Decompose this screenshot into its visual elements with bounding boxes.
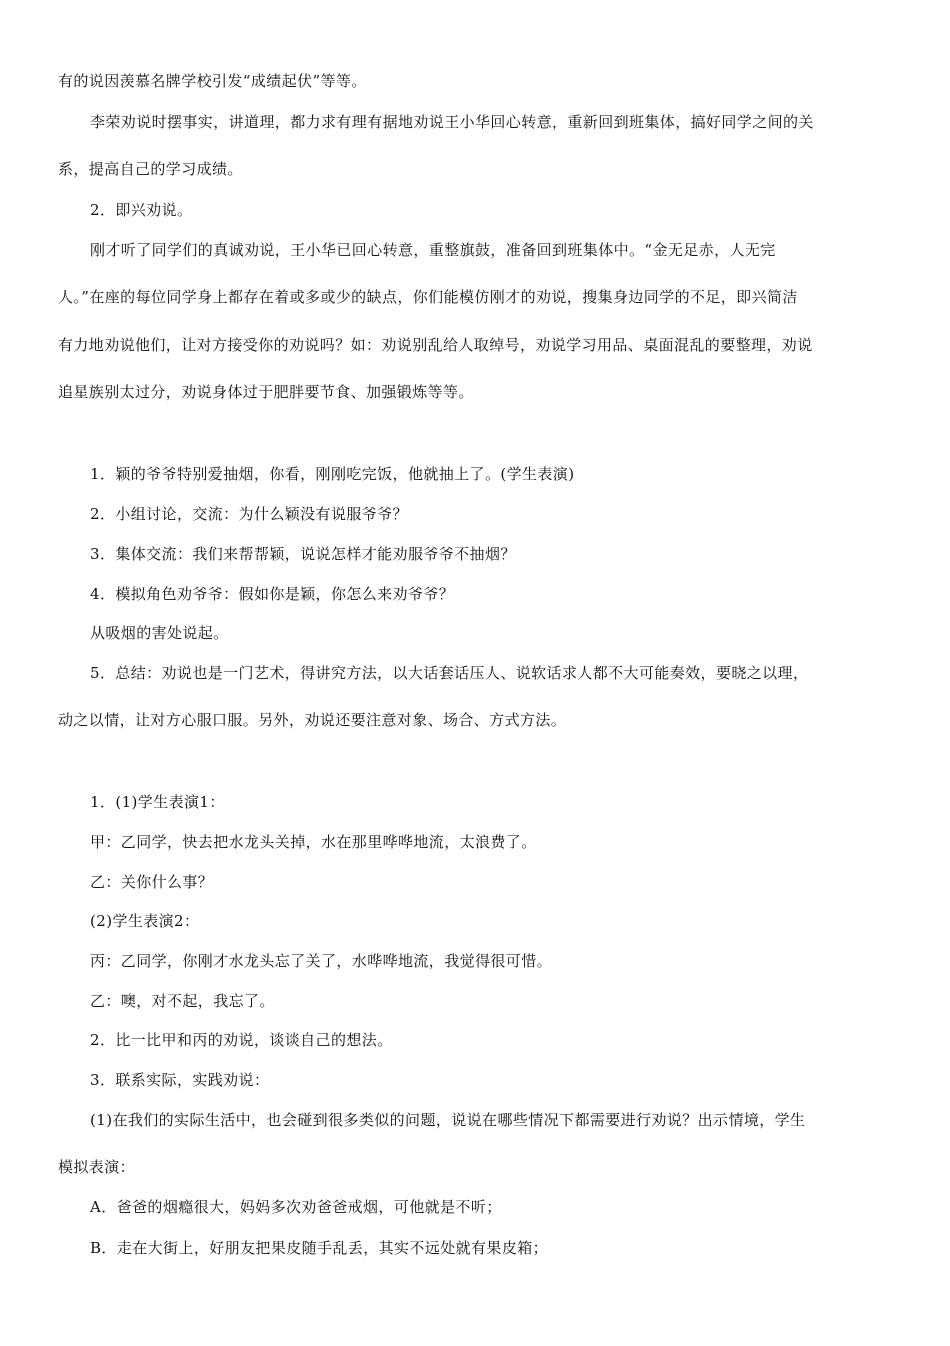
text-line: 2．小组讨论，交流：为什么颖没有说服爷爷？	[90, 505, 408, 523]
text-line: 人。”在座的每位同学身上都存在着或多或少的缺点，你们能模仿刚才的劝说，搜集身边同学的不足，即兴简洁	[58, 288, 798, 306]
text-line: B．走在大街上，好朋友把果皮随手乱丢，其实不远处就有果皮箱；	[90, 1239, 549, 1257]
text-line: 模拟表演：	[58, 1158, 136, 1176]
text-line: 1．颖的爷爷特别爱抽烟，你看，刚刚吃完饭，他就抽上了。(学生表演)	[90, 465, 575, 483]
text-line: 有力地劝说他们，让对方接受你的劝说吗？如：劝说别乱给人取绰号，劝说学习用品、桌面混乱的要整理，劝说	[58, 336, 813, 354]
text-line: 追星族别太过分，劝说身体过于肥胖要节食、加强锻炼等等。	[58, 383, 474, 401]
text-line: 乙：关你什么事？	[90, 873, 214, 891]
text-line: 甲：乙同学，快去把水龙头关掉，水在那里哗哗地流，太浪费了。	[90, 833, 537, 851]
text-line: 5．总结：劝说也是一门艺术，得讲究方法，以大话套话压人、说软话求人都不大可能奏效，要晓之以理，	[90, 664, 809, 682]
text-line: 动之以情，让对方心服口服。另外，劝说还要注意对象、场合、方式方法。	[58, 711, 567, 729]
text-line: 系，提高自己的学习成绩。	[58, 160, 243, 178]
text-line: 有的说因羡慕名牌学校引发“成绩起伏”等等。	[58, 72, 367, 90]
text-line: 李荣劝说时摆事实，讲道理，都力求有理有据地劝说王小华回心转意，重新回到班集体，搞好同学之间的关	[90, 113, 814, 131]
text-line: (1)在我们的实际生活中，也会碰到很多类似的问题，说说在哪些情况下都需要进行劝说？出示情境，学生	[90, 1111, 806, 1129]
text-line: 刚才听了同学们的真诚劝说，王小华已回心转意，重整旗鼓，准备回到班集体中。“金无足赤，人无完	[90, 241, 776, 259]
text-line: 从吸烟的害处说起。	[90, 624, 229, 642]
text-line: 3．联系实际，实践劝说：	[90, 1071, 270, 1089]
text-line: 4．模拟角色劝爷爷：假如你是颖，你怎么来劝爷爷？	[90, 585, 455, 603]
text-line: 2．即兴劝说。	[90, 201, 193, 219]
text-line: (2)学生表演2：	[90, 912, 200, 930]
text-line: 1．(1)学生表演1：	[90, 793, 225, 811]
text-line: 丙：乙同学，你刚才水龙头忘了关了，水哗哗地流，我觉得很可惜。	[90, 952, 553, 970]
text-line: 乙：噢，对不起，我忘了。	[90, 992, 275, 1010]
text-line: A．爸爸的烟瘾很大，妈妈多次劝爸爸戒烟，可他就是不听；	[90, 1198, 502, 1216]
text-line: 2．比一比甲和丙的劝说，谈谈自己的想法。	[90, 1031, 393, 1049]
text-line: 3．集体交流：我们来帮帮颖，说说怎样才能劝服爷爷不抽烟？	[90, 545, 516, 563]
